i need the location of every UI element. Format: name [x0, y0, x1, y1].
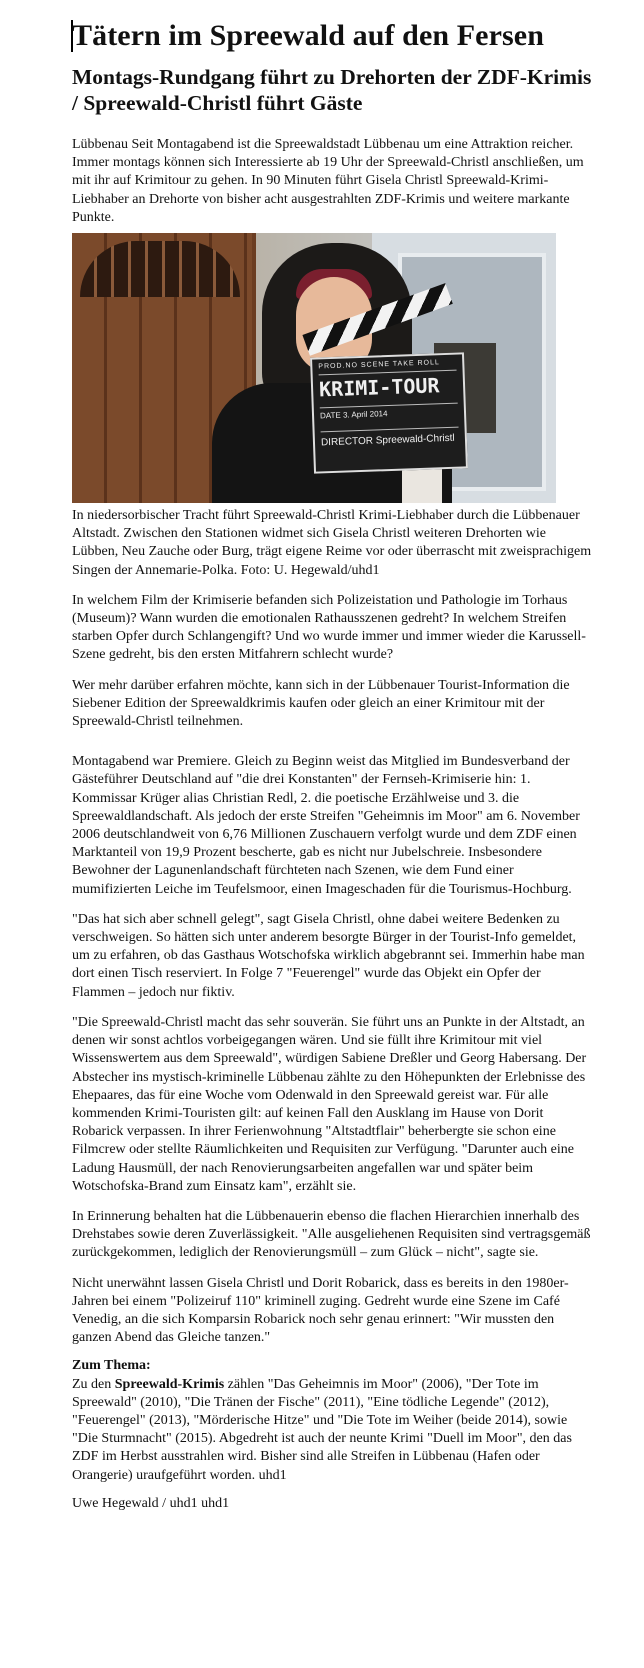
photo-caption: In niedersorbischer Tracht führt Spreewald-Christl Krimi-Liebhaber durch die Lübbenauer Altstadt. Zwischen den Stationen widmet sich Gisela Christl weiteren Drehorten wie Lübben, Neu Zauche oder Burg, trägt eigene Reime vor oder überrascht mit zweisprachigem Singen der Annemarie-Polka. Foto: U. Hegewald/uhd1	[72, 508, 592, 578]
paragraph: Montagabend war Premiere. Gleich zu Beginn weist das Mitglied im Bundesverband der Gästeführer Deutschland auf "die drei Konstanten" der Fernseh-Krimiserie hin: 1. Kommissar Krüger alias Christian Redl, 2. die poetische Erzählweise und 3. die Spreewaldlandschaft. Als jedoch der erste Streifen "Geheimnis im Moor" am 6. November 2006 deutschlandweit von 6,76 Millionen Zuschauern verfolgt wurde und dem ZDF einen Marktanteil von 19,9 Prozent bescherte, gab es nicht nur Jubelschreie. Insbesondere Bewohner der Lagunenlandschaft fürchteten nach Szenen, wie dem Fund einer mumifizierten Leiche im Teufelsmoor, einen Imageschaden für die Tourismus-Hochburg.	[72, 754, 580, 897]
zum-thema-intro: Zu den	[72, 1376, 115, 1392]
paragraph: "Die Spreewald-Christl macht das sehr souverän. Sie führt uns an Punkte in der Altstadt, an denen wir sonst achtlos vorbeigegangen wären. Und sie füllt ihre Krimitour mit viel Wissenswertem aus dem Spreewald", würdigen Sabiene Dreßler und Georg Habersang. Der Abstecher ins mystisch-kriminelle Lübbenau zählte zu den Höhepunkten der Erlebnisse des Ehepaares, das für eine Woche vom Odenwald in den Spreewald gereist war. Für alle kommenden Krimi-Touristen gilt: auf keinen Fall den Ausklang im Hause von Dorit Robarick verpassen. In ihrer Ferienwohnung "Altstadtflair" beherbergte sie schon eine Filmcrew oder stellte Räumlichkeiten und Requisiten zur Verfügung. "Darunter auch eine Ladung Hausmüll, der nach Renovierungsarbeiten angefallen war und später beim Wotschofska-Brand zum Einsatz kam", erzählt sie.	[72, 1014, 587, 1194]
clapper-header: PROD.NO SCENE TAKE ROLL	[318, 359, 440, 371]
clapper-director: DIRECTOR Spreewald-Christl	[320, 432, 455, 449]
article-subtitle: Montags-Rundgang führt zu Drehorten der ZDF-Krimis / Spreewald-Christl führt Gäste	[72, 65, 592, 115]
article-title: Tätern im Spreewald auf den Fersen	[72, 19, 544, 52]
zum-thema-heading: Zum Thema:	[72, 1358, 151, 1374]
paragraph: Wer mehr darüber erfahren möchte, kann sich in der Lübbenauer Tourist-Information die Siebener Edition der Spreewaldkrimis kaufen oder gleich an einer Krimitour mit der Spreewald-Christl teilnehmen.	[72, 677, 570, 730]
clapperboard	[310, 352, 468, 473]
paragraph: In welchem Film der Krimiserie befanden sich Polizeistation und Pathologie im Torhaus (Museum)? Wann wurden die emotionalen Rathausszenen gedreht? In welchem Streifen starben Opfer durch Schlangengift? Und wo wurde immer und immer wieder die Karussell-Szene gedreht, bis den ersten Mitfahrern schlecht wurde?	[72, 592, 586, 663]
zum-thema-text	[72, 1376, 592, 1485]
article-author: Uwe Hegewald / uhd1 uhd1	[72, 1495, 230, 1511]
clapper-date: DATE 3. April 2014	[319, 409, 388, 421]
zum-thema-body: zählen "Das Geheimnis im Moor" (2006), "Der Tote im Spreewald" (2010), "Die Tränen der Fische" (2011), "Eine tödliche Legende" (2012), "Feuerengel" (2013), "Mörderische Hitze" und "Die Tote im Weiher (beide 2014), sowie "Die Sturmnacht" (2015). Abgedreht ist auch der neunte Krimi "Duell im Moor", den das ZDF im Herbst ausstrahlen wird. Bisher sind alle Streifen in Lübbenau (Hafen oder Orangerie) uraufgeführt worden. uhd1	[72, 1376, 572, 1483]
paragraph: Nicht unerwähnt lassen Gisela Christl und Dorit Robarick, dass es bereits in den 1980er-Jahren bei einem "Polizeiruf 110" kriminell zuging. Gedreht wurde eine Szene im Café Venedig, an die sich Komparsin Robarick noch sehr genau erinnert: "Wir mussten den ganzen Abend das Gleiche tanzen."	[72, 1275, 569, 1346]
photo-person	[192, 243, 455, 503]
zum-thema-box	[72, 1357, 592, 1484]
paragraph: "Das hat sich aber schnell gelegt", sagt Gisela Christl, ohne dabei weitere Bedenken zu verschweigen. So hätten sich unter anderem besorgte Bürger in der Tourist-Info gemeldet, um zu erfahren, ob das Gasthaus Wotschofska wirklich abgebrannt sei. Immerhin habe man dort einen Tisch reserviert. In Folge 7 "Feuerengel" wurde das Objekt ein Opfer der Flammen – jedoch nur fiktiv.	[72, 911, 585, 1000]
paragraph: In Erinnerung behalten hat die Lübbenauerin ebenso die flachen Hierarchien innerhalb des Drehstabes sowie deren Zuverlässigkeit. "Alle ausgeliehenen Requisiten sind vertragsgemäß zurückgekommen, lediglich der Renovierungsmüll – zum Glück – nicht", sagte sie.	[72, 1208, 591, 1261]
zum-thema-bold: Spreewald-Krimis	[114, 1376, 225, 1392]
article	[72, 18, 592, 1513]
article-photo	[72, 233, 556, 503]
article-lead: Lübbenau Seit Montagabend ist die Spreewaldstadt Lübbenau um eine Attraktion reicher. Immer montags können sich Interessierte ab 19 Uhr der Spreewald-Christl anschließen, um mit ihr auf Krimitour zu gehen. In 90 Minuten führt Gisela Christl Spreewald-Krimi-Liebhaber an Drehorte von bisher acht ausgestrahlten ZDF-Krimis und weitere markante Punkte.	[72, 137, 584, 225]
clapper-title: KRIMI-TOUR	[318, 373, 440, 402]
